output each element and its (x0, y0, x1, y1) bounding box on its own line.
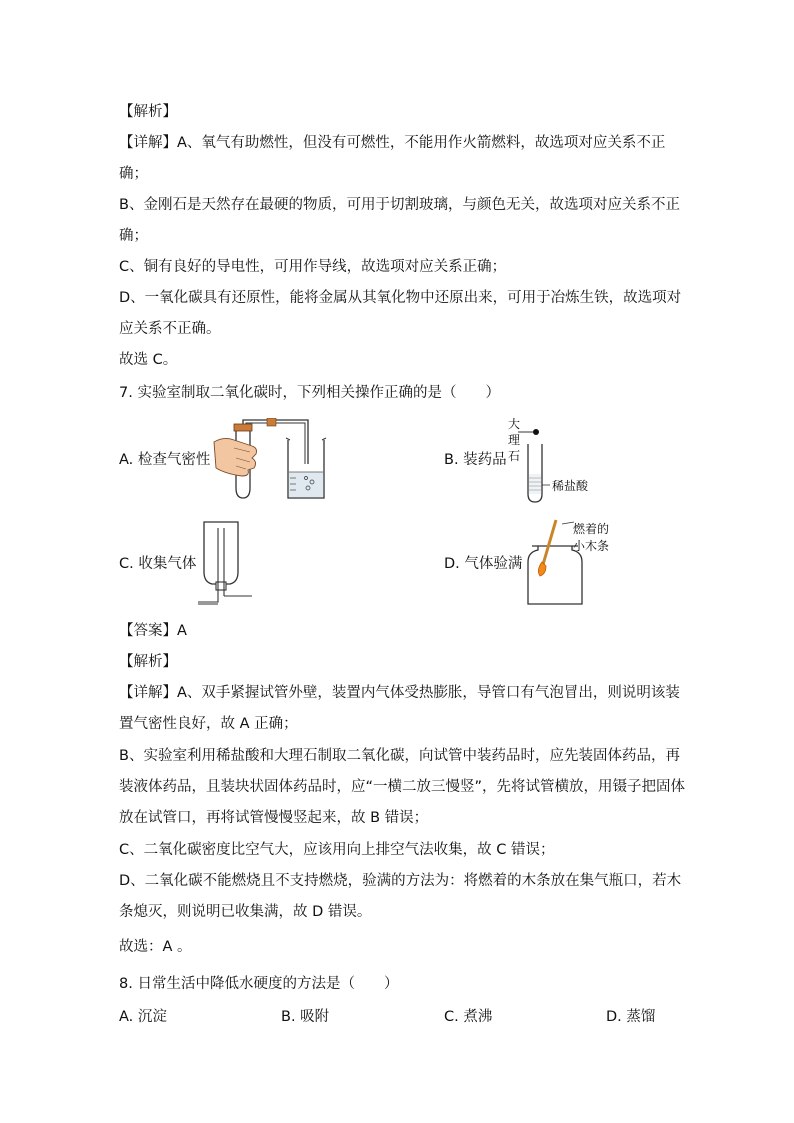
detail-line: 确； (119, 166, 148, 182)
answer-line: 【答案】A (119, 623, 187, 639)
label-burning-stick-2: 小木条 (573, 539, 610, 553)
detail-line: D、一氧化碳具有还原性，能将金属从其氧化物中还原出来，可用于冶炼生铁，故选项对 (119, 290, 682, 306)
analysis-heading: 【解析】 (119, 654, 177, 670)
detail-line: D、二氧化碳不能燃烧且不支持燃烧，验满的方法为：将燃着的木条放在集气瓶口，若木 (119, 873, 682, 889)
detail-line: 装液体药品，且装块状固体药品时，应“一横二放三慢竖”，先将试管横放，用镊子把固体 (119, 779, 686, 795)
q8-option-d: D. 蒸馏 (606, 1009, 656, 1025)
choice-line: 故选 C。 (119, 352, 178, 368)
option-d-label: D. 气体验满 (444, 556, 523, 572)
detail-line: 确； (119, 228, 148, 244)
choice-line: 故选：A 。 (119, 939, 192, 955)
q8-option-c: C. 煮沸 (444, 1009, 493, 1025)
figure-gas-collection (196, 518, 256, 608)
figure-airtightness-check (212, 418, 332, 504)
option-b-label: B. 装药品 (444, 452, 507, 468)
detail-line: 【详解】A、氧气有助燃性，但没有可燃性，不能用作火箭燃料，故选项对应关系不正 (119, 135, 666, 151)
detail-line: 条熄灭，则说明已收集满，故 D 错误。 (119, 904, 372, 920)
question-stem: 8. 日常生活中降低水硬度的方法是（ ） (119, 976, 399, 992)
q8-option-b: B. 吸附 (281, 1009, 330, 1025)
detail-line: B、金刚石是天然存在最硬的物质，可用于切割玻璃，与颜色无关，故选项对应关系不正 (119, 197, 680, 213)
detail-line: 置气密性良好，故 A 正确； (119, 716, 298, 732)
label-marble-1: 大 (508, 417, 521, 431)
analysis-heading: 【解析】 (119, 104, 177, 120)
detail-line: 应关系不正确。 (119, 321, 221, 337)
label-marble-2: 理 (508, 433, 521, 447)
detail-line: C、二氧化碳密度比空气大，应该用向上排空气法收集，故 C 错误； (119, 842, 555, 858)
detail-line: 【详解】A、双手紧握试管外壁，装置内气体受热膨胀，导管口有气泡冒出，则说明该装 (119, 685, 680, 701)
detail-line: C、铜有良好的导电性，可用作导线，故选项对应关系正确； (119, 259, 507, 275)
question-stem: 7. 实验室制取二氧化碳时，下列相关操作正确的是（ ） (119, 385, 500, 401)
detail-line: 放在试管口，再将试管慢慢竖起来，故 B 错误； (119, 810, 429, 826)
label-marble-3: 石 (508, 449, 521, 463)
detail-line: B、实验室利用稀盐酸和大理石制取二氧化碳，向试管中装药品时，应先装固体药品，再 (119, 748, 680, 764)
label-burning-stick-1: 燃着的 (573, 522, 610, 536)
q8-option-a: A. 沉淀 (119, 1009, 167, 1025)
option-a-label: A. 检查气密性 (119, 452, 211, 468)
label-dilute-hcl: 稀盐酸 (552, 479, 589, 493)
option-c-label: C. 收集气体 (119, 556, 197, 572)
